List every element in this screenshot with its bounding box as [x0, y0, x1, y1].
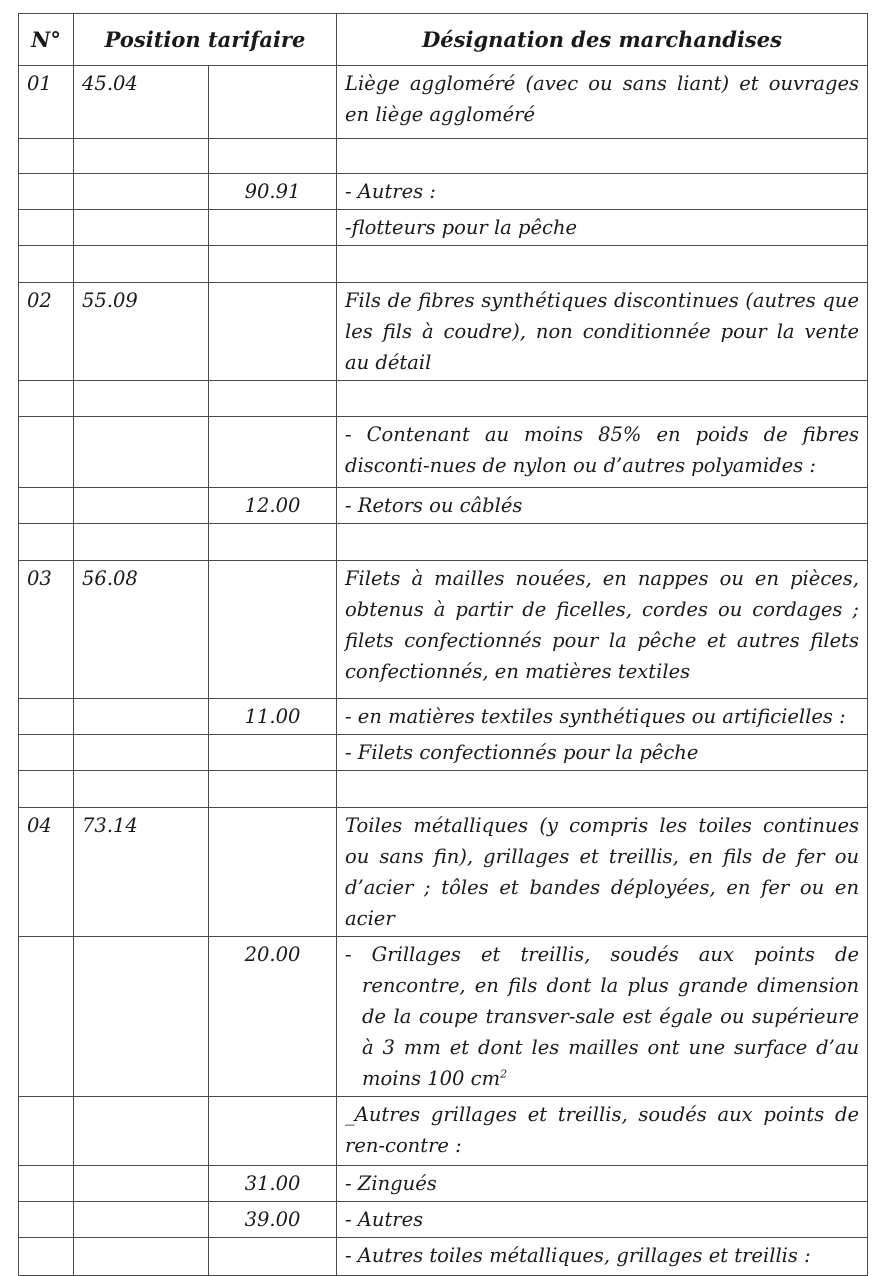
row-number — [19, 488, 74, 524]
row-number: 04 — [19, 808, 74, 937]
designation-text — [345, 939, 859, 1094]
table-row — [19, 246, 868, 283]
designation-cell: - Contenant au moins 85% en poids de fibres disconti-nues de nylon ou d’autres polyamides : — [337, 417, 868, 488]
row-number — [19, 937, 74, 1097]
designation-cell: -flotteurs pour la pêche — [337, 210, 868, 246]
row-number — [19, 246, 74, 283]
table-row — [19, 771, 868, 808]
subheading-code — [209, 417, 337, 488]
heading-code: 45.04 — [74, 66, 209, 139]
subheading-code — [209, 524, 337, 561]
subheading-code — [209, 210, 337, 246]
subheading-code — [209, 561, 337, 699]
heading-code: 73.14 — [74, 808, 209, 937]
designation-cell: - en matières textiles synthétiques ou artificielles : — [337, 699, 868, 735]
row-number — [19, 735, 74, 771]
subheading-code: 20.00 — [209, 937, 337, 1097]
table-row — [19, 139, 868, 174]
subheading-code — [209, 139, 337, 174]
row-number — [19, 524, 74, 561]
header-designation: Désignation des marchandises — [337, 14, 868, 66]
row-number: 01 — [19, 66, 74, 139]
heading-code — [74, 381, 209, 417]
designation-cell — [337, 246, 868, 283]
table-row — [19, 1166, 868, 1202]
row-number: 02 — [19, 283, 74, 381]
heading-code — [74, 1097, 209, 1166]
header-number: N° — [19, 14, 74, 66]
table-row — [19, 937, 868, 1097]
subheading-code: 39.00 — [209, 1202, 337, 1238]
row-number — [19, 771, 74, 808]
row-number: 03 — [19, 561, 74, 699]
subheading-code: 31.00 — [209, 1166, 337, 1202]
tariff-table — [18, 13, 868, 1276]
header-position: Position tarifaire — [74, 14, 337, 66]
designation-cell — [337, 139, 868, 174]
designation-cell: Filets à mailles nouées, en nappes ou en pièces, obtenus à partir de ficelles, cordes ou cordages ; filets confectionnés pour la pêche et autres filets confectionnés, en matières textiles — [337, 561, 868, 699]
subheading-code — [209, 283, 337, 381]
subheading-code: 12.00 — [209, 488, 337, 524]
table-row — [19, 174, 868, 210]
designation-cell — [337, 771, 868, 808]
row-number — [19, 417, 74, 488]
heading-code — [74, 210, 209, 246]
heading-code: 56.08 — [74, 561, 209, 699]
table-row — [19, 561, 868, 699]
table-row — [19, 66, 868, 139]
table-row — [19, 1238, 868, 1276]
table-row — [19, 488, 868, 524]
subheading-code — [209, 1238, 337, 1276]
row-number — [19, 174, 74, 210]
table-header-row — [19, 14, 868, 66]
table-row — [19, 283, 868, 381]
table-row — [19, 1097, 868, 1166]
subheading-code — [209, 381, 337, 417]
designation-text-main: - Grillages et treillis, soudés aux points de rencontre, en fils dont la plus grande dimension de la coupe transver-sale est égale ou supérieure à 3 mm et dont les mailles ont une surface d’au moins 100 cm — [345, 943, 860, 1090]
row-number — [19, 381, 74, 417]
heading-code — [74, 1202, 209, 1238]
table-row — [19, 1202, 868, 1238]
subheading-code — [209, 735, 337, 771]
heading-code: 55.09 — [74, 283, 209, 381]
superscript: 2 — [500, 1067, 508, 1081]
table-row — [19, 381, 868, 417]
row-number — [19, 699, 74, 735]
designation-cell: - Autres : — [337, 174, 868, 210]
heading-code — [74, 139, 209, 174]
designation-cell — [337, 381, 868, 417]
designation-cell: Liège aggloméré (avec ou sans liant) et ouvrages en liège aggloméré — [337, 66, 868, 139]
subheading-code — [209, 66, 337, 139]
row-number — [19, 1166, 74, 1202]
row-number — [19, 1202, 74, 1238]
subheading-code — [209, 1097, 337, 1166]
heading-code — [74, 735, 209, 771]
heading-code — [74, 1238, 209, 1276]
table-row — [19, 735, 868, 771]
table-row — [19, 417, 868, 488]
designation-cell: - Retors ou câblés — [337, 488, 868, 524]
heading-code — [74, 937, 209, 1097]
designation-cell — [337, 937, 868, 1097]
subheading-code: 90.91 — [209, 174, 337, 210]
row-number — [19, 1097, 74, 1166]
designation-cell: - Autres toiles métalliques, grillages et treillis : — [337, 1238, 868, 1276]
table-row — [19, 808, 868, 937]
subheading-code — [209, 808, 337, 937]
designation-cell: - Autres — [337, 1202, 868, 1238]
table-row — [19, 524, 868, 561]
table-row — [19, 210, 868, 246]
heading-code — [74, 1166, 209, 1202]
designation-cell: _Autres grillages et treillis, soudés aux points de ren-contre : — [337, 1097, 868, 1166]
heading-code — [74, 524, 209, 561]
designation-cell: Toiles métalliques (y compris les toiles continues ou sans fin), grillages et treillis, en fils de fer ou d’acier ; tôles et bandes déployées, en fer ou en acier — [337, 808, 868, 937]
subheading-code: 11.00 — [209, 699, 337, 735]
designation-cell: - Zingués — [337, 1166, 868, 1202]
subheading-code — [209, 771, 337, 808]
heading-code — [74, 174, 209, 210]
heading-code — [74, 488, 209, 524]
heading-code — [74, 699, 209, 735]
row-number — [19, 139, 74, 174]
table-row — [19, 699, 868, 735]
row-number — [19, 1238, 74, 1276]
row-number — [19, 210, 74, 246]
heading-code — [74, 417, 209, 488]
heading-code — [74, 771, 209, 808]
designation-cell: - Filets confectionnés pour la pêche — [337, 735, 868, 771]
subheading-code — [209, 246, 337, 283]
designation-cell: Fils de fibres synthétiques discontinues (autres que les fils à coudre), non conditionnée pour la vente au détail — [337, 283, 868, 381]
heading-code — [74, 246, 209, 283]
designation-cell — [337, 524, 868, 561]
